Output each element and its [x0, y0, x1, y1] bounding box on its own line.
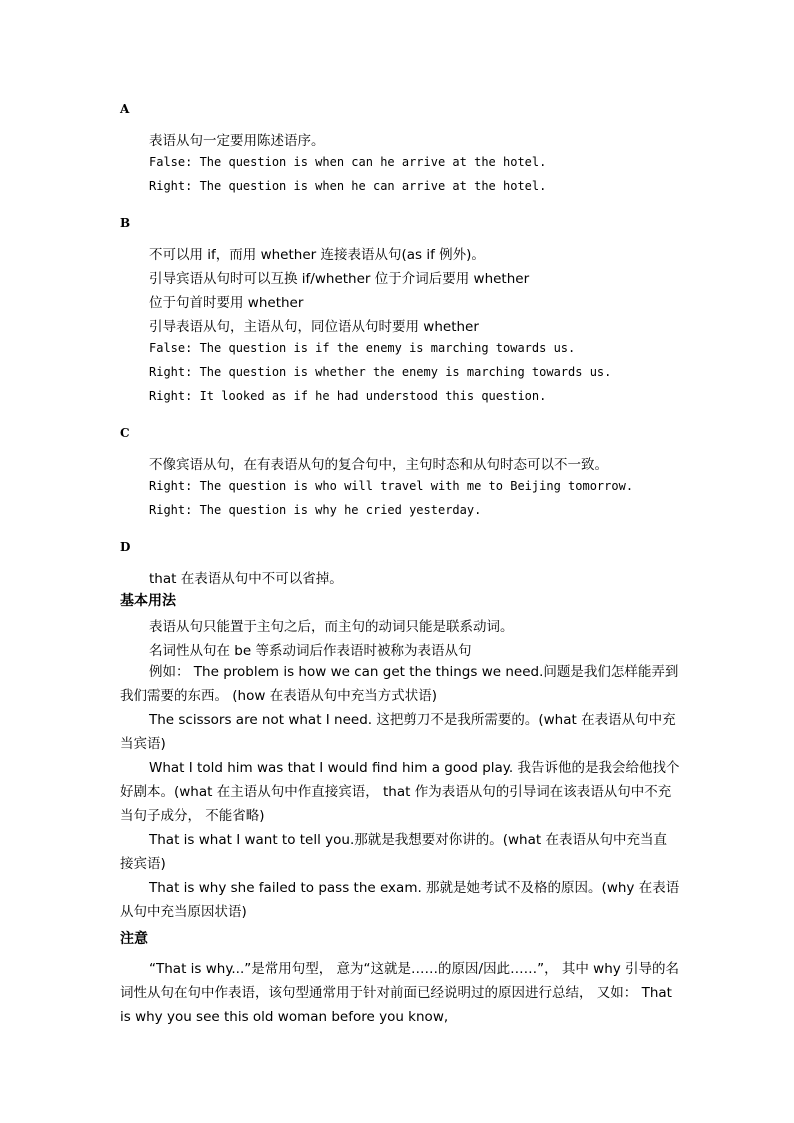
- basic-usage-example-2: The scissors are not what I need. 这把剪刀不是我所需要的。(what 在表语从句中充当宾语): [120, 712, 676, 752]
- basic-usage-line-1: 表语从句只能置于主句之后，而主句的动词只能是联系动词。: [149, 619, 514, 635]
- section-d-rule: that 在表语从句中不可以省掉。: [149, 571, 343, 587]
- section-a-heading: A: [120, 102, 130, 116]
- section-a-false-example: False: The question is when can he arrive at the hotel.: [149, 155, 547, 169]
- basic-usage-example-1: 例如： The problem is how we can get the things we need.问题是我们怎样能弄到我们需要的东西。 (how 在表语从句中充当方式状语): [120, 664, 679, 704]
- section-b-right-example-2: Right: It looked as if he had understood this question.: [149, 389, 547, 403]
- section-b-rule-3: 位于句首时要用 whether: [149, 295, 304, 311]
- basic-usage-line-2: 名词性从句在 be 等系动词后作表语时被称为表语从句: [149, 643, 472, 659]
- section-b-heading: B: [120, 216, 131, 230]
- section-c-rule: 不像宾语从句，在有表语从句的复合句中，主句时态和从句时态可以不一致。: [149, 457, 608, 473]
- note-text: “That is why...”是常用句型， 意为“这就是……的原因/因此……”， 其中 why 引导的名词性从句在句中作表语，该句型通常用于针对前面已经说明过的原因进行总结， 又如： That is why you see this old woman before you know,: [120, 961, 680, 1025]
- section-c-right-example-2: Right: The question is why he cried yesterday.: [149, 503, 482, 517]
- section-b-rule-2: 引导宾语从句时可以互换 if/whether 位于介词后要用 whether: [149, 271, 530, 287]
- section-c-heading: C: [120, 426, 130, 440]
- section-b-rule-4: 引导表语从句，主语从句，同位语从句时要用 whether: [149, 319, 479, 335]
- section-a-rule: 表语从句一定要用陈述语序。: [149, 133, 325, 149]
- section-d-heading: D: [120, 540, 131, 554]
- basic-usage-title: 基本用法: [120, 593, 176, 609]
- note-title: 注意: [120, 931, 148, 947]
- section-c-right-example-1: Right: The question is who will travel with me to Beijing tomorrow.: [149, 479, 634, 493]
- basic-usage-example-5: That is why she failed to pass the exam. 那就是她考试不及格的原因。(why 在表语从句中充当原因状语): [120, 880, 680, 920]
- basic-usage-example-4: That is what I want to tell you.那就是我想要对你讲的。(what 在表语从句中充当直接宾语): [120, 832, 667, 872]
- basic-usage-example-3: What I told him was that I would find him a good play. 我告诉他的是我会给他找个好剧本。(what 在主语从句中作直接宾语， that 作为表语从句的引导词在该表语从句中不充当句子成分， 不能省略): [120, 760, 680, 824]
- section-b-rule-1: 不可以用 if，而用 whether 连接表语从句(as if 例外)。: [149, 247, 485, 263]
- section-b-false-example: False: The question is if the enemy is marching towards us.: [149, 341, 576, 355]
- section-b-right-example-1: Right: The question is whether the enemy is marching towards us.: [149, 365, 612, 379]
- section-a-right-example: Right: The question is when he can arrive at the hotel.: [149, 179, 547, 193]
